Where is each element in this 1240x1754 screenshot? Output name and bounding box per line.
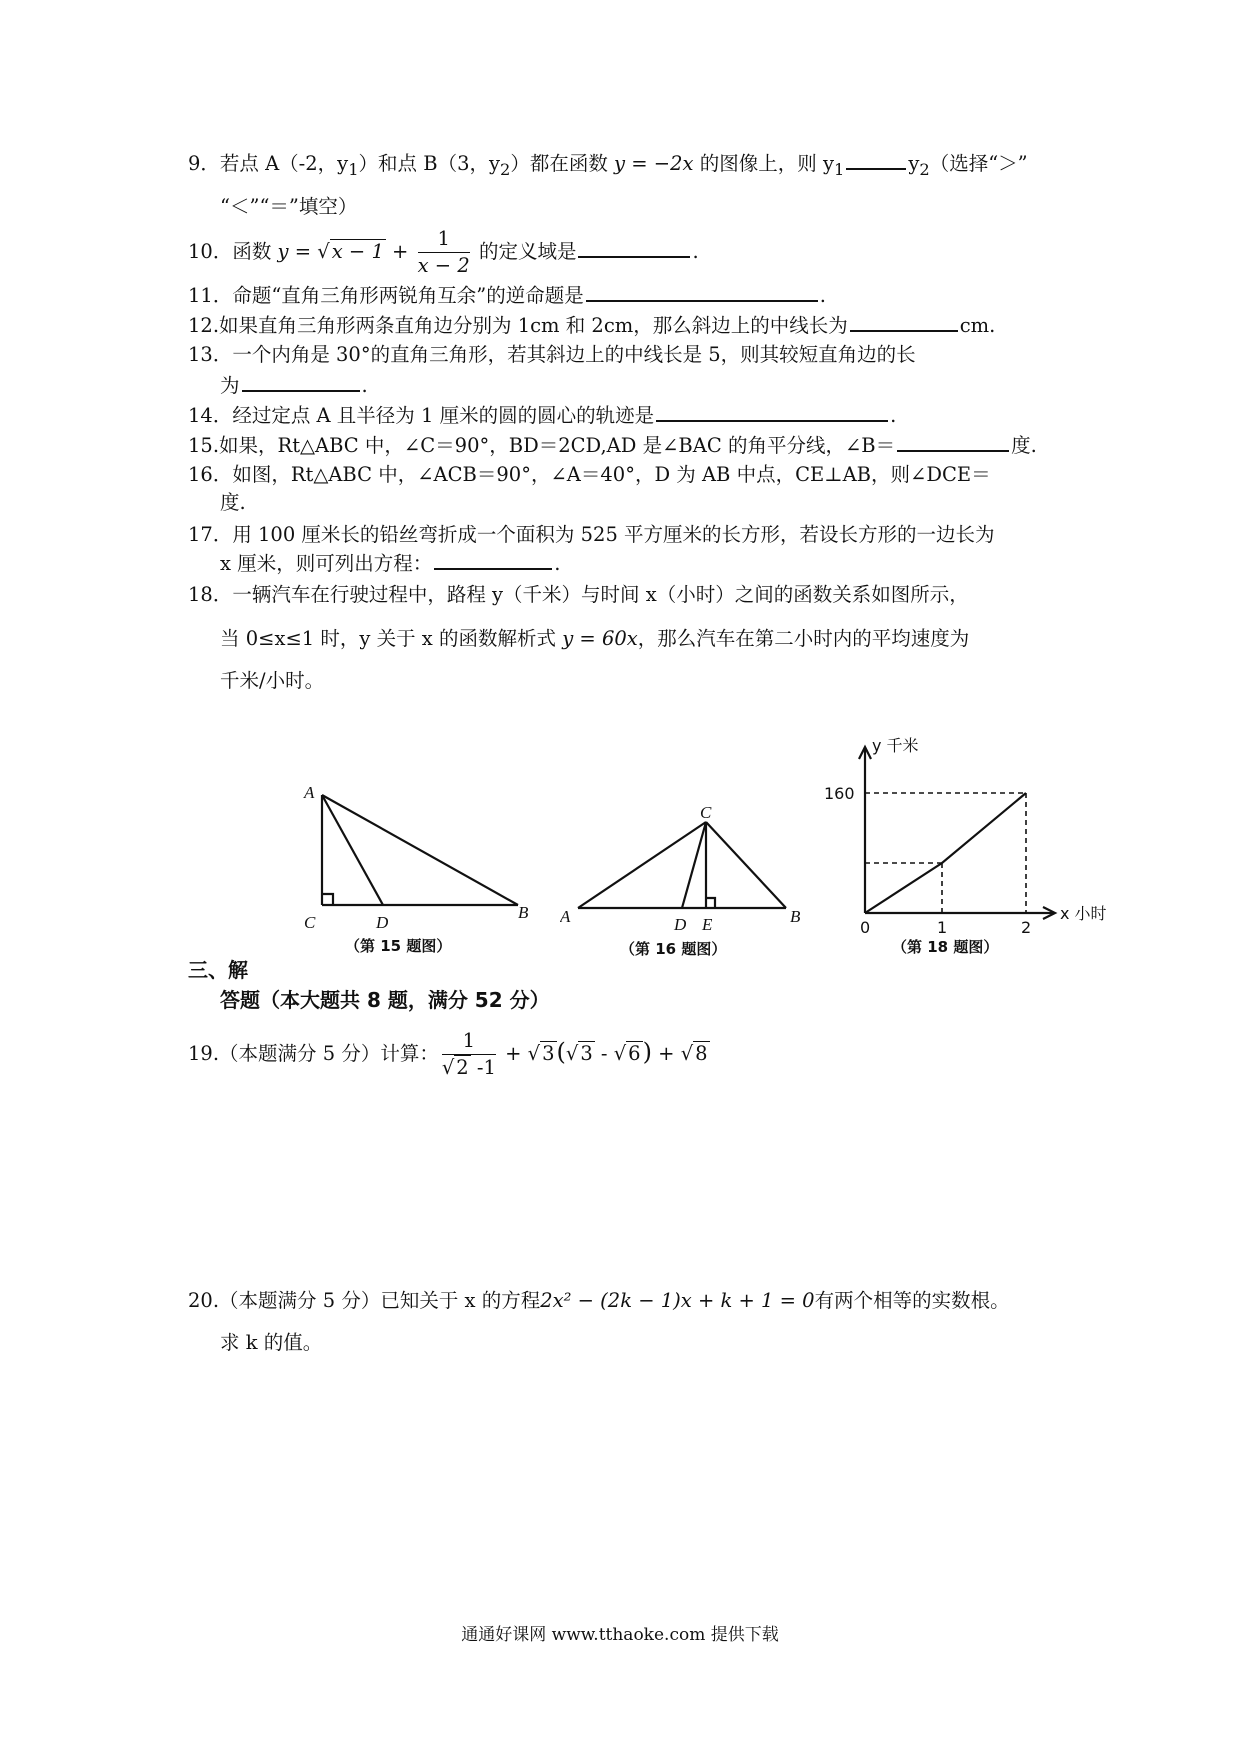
fig16-side-ac xyxy=(578,822,706,908)
q17-answer-blank[interactable] xyxy=(434,546,552,570)
fig18-graph-line xyxy=(865,793,1026,913)
question-12: 12.如果直角三角形两条直角边分别为 1cm 和 2cm，那么斜边上的中线长为 cm. xyxy=(188,308,1058,343)
fig16-label-b: B xyxy=(790,907,801,926)
fig18-x-tick-0: 0 xyxy=(860,918,871,935)
question-13: 13．一个内角是 30°的直角三角形，若其斜边上的中线长是 5，则其较短直角边的长 xyxy=(188,343,916,366)
question-15: 15.如果，Rt△ABC 中，∠C＝90°，BD＝2CD,AD 是∠BAC 的角平分线，∠B＝ 度. xyxy=(188,428,1058,463)
fig15-right-angle-mark xyxy=(322,894,333,905)
fig18-x-label: x 小时 xyxy=(1060,904,1107,923)
fig16-caption: （第 16 题图） xyxy=(620,940,727,958)
fig18-x-tick-2: 2 xyxy=(1021,918,1032,935)
q18-formula: y = 60x xyxy=(562,627,638,650)
question-18: 18．一辆汽车在行驶过程中，路程 y（千米）与时间 x（小时）之间的函数关系如图所示， xyxy=(188,583,969,606)
q15-answer-blank[interactable] xyxy=(897,428,1009,452)
fig15-label-b: B xyxy=(518,903,529,922)
q10-answer-blank[interactable] xyxy=(578,234,690,258)
question-18-line3: 千米/小时。 xyxy=(220,669,325,692)
figure-18 xyxy=(820,735,1150,935)
question-13-line2: 为 . xyxy=(220,368,368,403)
question-17-line2: x 厘米，则可列出方程： . xyxy=(220,546,560,581)
fig16-label-e: E xyxy=(702,915,713,934)
q9-formula: y = −2x xyxy=(614,152,694,175)
question-20: 20.（本题满分 5 分）已知关于 x 的方程2x² − (2k − 1)x + k + 1 = 0有两个相等的实数根。 xyxy=(188,1289,1010,1312)
question-10: 10．函数 y = √ x − 1 + $\frac{1}{x - 2}$ 的定义域是 . xyxy=(188,227,699,277)
question-11: 11．命题“直角三角形两锐角互余”的逆命题是 . xyxy=(188,278,1058,313)
question-16: 16．如图，Rt△ABC 中，∠ACB＝90°，∠A＝40°，D 为 AB 中点，CE⊥AB，则∠DCE＝ xyxy=(188,463,991,486)
fig15-label-a: A xyxy=(304,783,315,802)
question-16-line2: 度. xyxy=(220,491,246,514)
question-18-line2: 当 0≤x≤1 时，y 关于 x 的函数解析式 y = 60x，那么汽车在第二小时内的平均速度为 xyxy=(220,627,970,650)
question-9-line2: “＜”“＝”填空） xyxy=(220,195,358,218)
q11-answer-blank[interactable] xyxy=(586,278,818,302)
fig15-label-c: C xyxy=(304,913,316,932)
question-17: 17．用 100 厘米长的铅丝弯折成一个面积为 525 平方厘米的长方形，若设长方形的一边长为 xyxy=(188,523,995,546)
fig16-label-d: D xyxy=(674,915,687,934)
q9-answer-blank[interactable] xyxy=(846,146,906,170)
q10-radicand: x − 1 xyxy=(331,240,384,263)
q12-answer-blank[interactable] xyxy=(850,308,958,332)
fig15-caption: （第 15 题图） xyxy=(345,937,452,955)
figure-16 xyxy=(560,800,810,940)
question-14: 14．经过定点 A 且半径为 1 厘米的圆的圆心的轨迹是 . xyxy=(188,398,1058,433)
section-heading: 三、解 xyxy=(188,958,248,982)
fig18-y-tick-160: 160 xyxy=(824,784,855,803)
fig18-y-label: y 千米 xyxy=(872,736,919,755)
figure-15 xyxy=(290,770,550,945)
question-20-line2: 求 k 的值。 xyxy=(220,1331,323,1354)
fig16-side-cb xyxy=(706,822,786,908)
q13-answer-blank[interactable] xyxy=(242,368,360,392)
fig16-label-c: C xyxy=(700,803,712,822)
fig16-right-angle-mark xyxy=(706,898,715,908)
q20-equation: 2x² − (2k − 1)x + k + 1 = 0 xyxy=(540,1289,815,1312)
q10-fraction: $\frac{1}{x - 2}$ xyxy=(417,227,470,277)
q14-answer-blank[interactable] xyxy=(656,398,888,422)
section-subheading: 答题（本大题共 8 题，满分 52 分） xyxy=(220,988,550,1012)
fig18-caption: （第 18 题图） xyxy=(892,938,999,956)
q19-fraction: $\frac{1}{√ 2 -1}$ xyxy=(441,1029,496,1079)
q9-text: 9．若点 A（-2，y xyxy=(188,152,349,175)
question-9: 9．若点 A（-2，$y_1$）和点 B（3，$y_2$）都在函数 y = −2x 的图像上，则 $y_1$ $y_2$（选择“＞” xyxy=(188,146,1058,187)
fig16-label-a: A xyxy=(560,907,571,926)
fig18-x-tick-1: 1 xyxy=(937,918,948,935)
page-footer: 通通好课网 www.tthaoke.com 提供下载 xyxy=(461,1625,779,1645)
question-19: 19.（本题满分 5 分）计算： $\frac{1}{√ 2 -1}$ + √ 3(√ 3 - √ 6) + √ 8 xyxy=(188,1029,708,1079)
fig15-label-d: D xyxy=(376,913,389,932)
